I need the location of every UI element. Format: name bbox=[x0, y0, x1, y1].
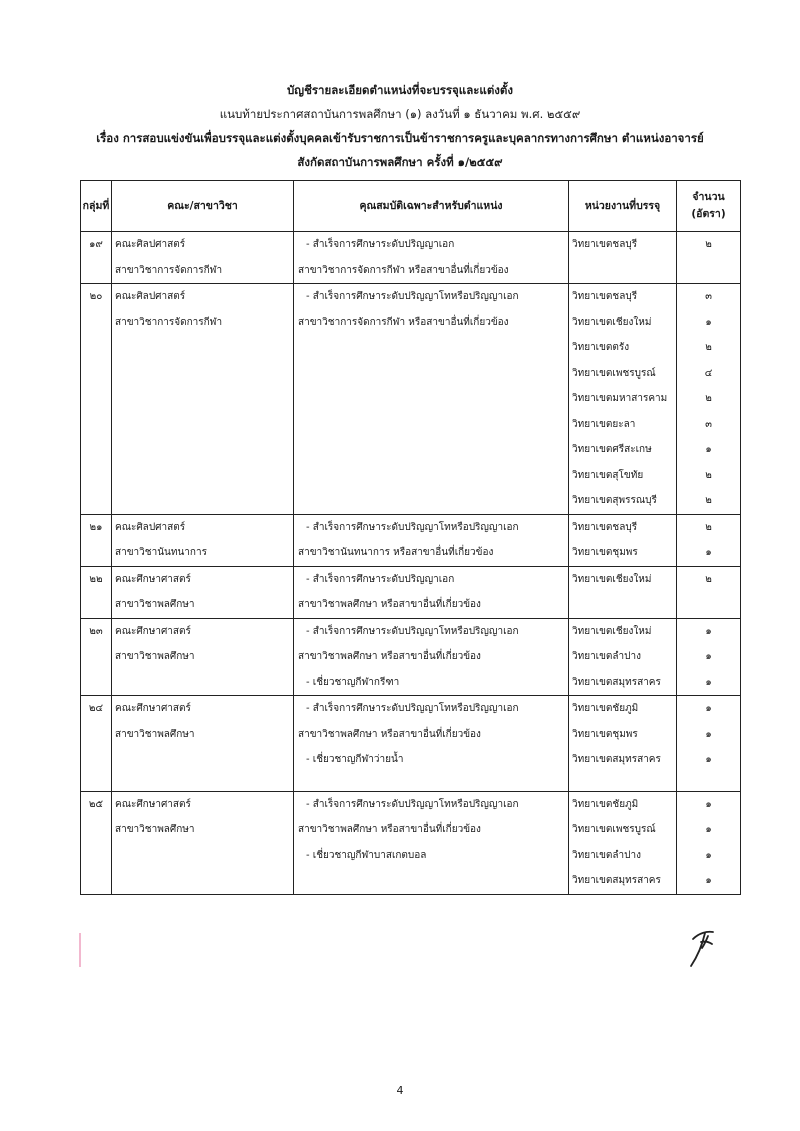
group-number: ๒๑ bbox=[89, 521, 103, 533]
group-number: ๑๙ bbox=[89, 239, 103, 250]
count-cell-line: ๒ bbox=[705, 239, 712, 250]
qualification-cell-line: - เชี่ยวชาญกีฬาบาสเกตบอล bbox=[306, 849, 427, 861]
qualification-cell-line: สาขาวิชาพลศึกษา หรือสาขาอื่นที่เกี่ยวข้อง bbox=[298, 728, 481, 740]
count-cell-line: ๑ bbox=[705, 625, 712, 637]
unit-cell-line: วิทยาเขตสุพรรณบุรี bbox=[572, 495, 657, 506]
unit-cell bbox=[569, 791, 677, 894]
count-cell-line: ๑ bbox=[705, 547, 712, 558]
table-body bbox=[81, 232, 741, 895]
page-number: 4 bbox=[396, 1084, 404, 1097]
unit-cell bbox=[569, 232, 677, 284]
count-cell-line: ๑ bbox=[705, 875, 712, 886]
faculty-cell-line: คณะศิลปศาสตร์ bbox=[115, 291, 186, 302]
table-row bbox=[81, 618, 741, 696]
faculty-cell-line: คณะศึกษาศาสตร์ bbox=[115, 798, 191, 810]
unit-cell-line: วิทยาเขตเพชรบูรณ์ bbox=[572, 367, 656, 379]
qualification-cell-line: - สำเร็จการศึกษาระดับปริญญาโทหรือปริญญาเอก bbox=[306, 521, 519, 533]
unit-cell-line: วิทยาเขตลำปาง bbox=[572, 651, 642, 662]
unit-cell-line: วิทยาเขตมหาสารคาม bbox=[572, 393, 668, 404]
count-cell bbox=[677, 791, 741, 894]
unit-cell-line: วิทยาเขตสมุทรสาคร bbox=[572, 754, 661, 765]
column-header-count-line2: (อัตรา) bbox=[691, 208, 726, 220]
header-title: บัญชีรายละเอียดตำแหน่งที่จะบรรจุและแต่งตั้ง bbox=[286, 83, 514, 97]
faculty-cell bbox=[112, 696, 294, 792]
signature-mark bbox=[683, 913, 723, 973]
count-cell bbox=[677, 618, 741, 696]
table-row bbox=[81, 514, 741, 566]
unit-cell-line: วิทยาเขตลำปาง bbox=[572, 849, 642, 861]
faculty-cell bbox=[112, 618, 294, 696]
column-header-unit: หน่วยงานที่บรรจุ bbox=[569, 181, 677, 232]
group-number-cell bbox=[81, 284, 112, 515]
qualification-cell-line: - สำเร็จการศึกษาระดับปริญญาเอก bbox=[306, 239, 455, 250]
faculty-cell-line: คณะศึกษาศาสตร์ bbox=[115, 625, 191, 637]
count-cell-line: ๑ bbox=[705, 798, 712, 810]
qualification-cell bbox=[294, 791, 569, 894]
column-header-qualification: คุณสมบัติเฉพาะสำหรับตำแหน่ง bbox=[294, 181, 569, 232]
unit-cell-line: วิทยาเขตสมุทรสาคร bbox=[572, 676, 661, 688]
column-header-count bbox=[677, 181, 741, 232]
faculty-cell bbox=[112, 566, 294, 618]
count-cell-line: ๑ bbox=[705, 728, 712, 740]
qualification-cell-line: - สำเร็จการศึกษาระดับปริญญาโทหรือปริญญาเอก bbox=[306, 798, 519, 810]
group-number-cell bbox=[81, 232, 112, 284]
count-cell bbox=[677, 232, 741, 284]
qualification-cell bbox=[294, 514, 569, 566]
count-cell-line: ๒ bbox=[705, 342, 712, 353]
group-number: ๒๐ bbox=[89, 291, 103, 302]
qualification-cell-line: - สำเร็จการศึกษาระดับปริญญาเอก bbox=[306, 573, 455, 585]
table-row bbox=[81, 566, 741, 618]
faculty-cell bbox=[112, 791, 294, 894]
column-header-faculty: คณะ/สาขาวิชา bbox=[112, 181, 294, 232]
header-subject-line: เรื่อง การสอบแข่งขันเพื่อบรรจุและแต่งตั้งบุคคลเข้ารับราชการเป็นข้าราชการครูและบุคลากรทางการศึกษา ตำแหน่งอาจารย์ bbox=[96, 131, 704, 145]
qualification-cell-line: สาขาวิชาการจัดการกีฬา หรือสาขาอื่นที่เกี่ยวข้อง bbox=[298, 264, 509, 276]
group-number-cell bbox=[81, 514, 112, 566]
count-cell-line: ๑ bbox=[705, 849, 712, 861]
unit-cell-line: วิทยาเขตสมุทรสาคร bbox=[572, 875, 661, 886]
faculty-cell-line: สาขาวิชาการจัดการกีฬา bbox=[115, 316, 223, 328]
count-cell-line: ๒ bbox=[705, 495, 712, 506]
unit-cell bbox=[569, 618, 677, 696]
header-attachment-line: แนบท้ายประกาศสถาบันการพลศึกษา (๑) ลงวันที่ ๑ ธันวาคม พ.ศ. ๒๕๕๙ bbox=[219, 107, 581, 121]
count-cell-line: ๑ bbox=[705, 444, 712, 455]
unit-cell-line: วิทยาเขตเชียงใหม่ bbox=[572, 625, 652, 637]
qualification-cell-line: - สำเร็จการศึกษาระดับปริญญาโทหรือปริญญาเอก bbox=[306, 625, 519, 637]
faculty-cell-line: สาขาวิชานันทนาการ bbox=[115, 547, 207, 558]
unit-cell-line: วิทยาเขตตรัง bbox=[572, 342, 630, 353]
qualification-cell-line: - เชี่ยวชาญกีฬาว่ายน้ำ bbox=[306, 754, 404, 765]
unit-cell bbox=[569, 566, 677, 618]
group-number: ๒๒ bbox=[89, 573, 103, 585]
column-header-count-line1: จำนวน bbox=[692, 191, 725, 203]
qualification-cell-line: - สำเร็จการศึกษาระดับปริญญาโทหรือปริญญาเอก bbox=[306, 703, 519, 714]
count-cell-line: ๑ bbox=[705, 824, 712, 835]
qualification-cell bbox=[294, 232, 569, 284]
count-cell-line: ๓ bbox=[705, 291, 712, 302]
count-cell-line: ๔ bbox=[704, 367, 713, 379]
count-cell-line: ๒ bbox=[705, 469, 712, 481]
qualification-cell-line: สาขาวิชาพลศึกษา หรือสาขาอื่นที่เกี่ยวข้อง bbox=[298, 651, 481, 662]
unit-cell-line: วิทยาเขตเชียงใหม่ bbox=[572, 573, 652, 585]
qualification-cell-line: สาขาวิชาพลศึกษา หรือสาขาอื่นที่เกี่ยวข้อง bbox=[298, 599, 481, 610]
table-header-row bbox=[81, 181, 741, 232]
unit-cell-line: วิทยาเขตเชียงใหม่ bbox=[572, 316, 652, 328]
qualification-cell-line: สาขาวิชานันทนาการ หรือสาขาอื่นที่เกี่ยวข้อง bbox=[298, 547, 494, 558]
header-affiliation-line: สังกัดสถาบันการพลศึกษา ครั้งที่ ๑/๒๕๕๙ bbox=[297, 155, 503, 169]
faculty-cell-line: คณะศึกษาศาสตร์ bbox=[115, 703, 191, 714]
margin-mark bbox=[79, 933, 81, 967]
count-cell-line: ๑ bbox=[705, 651, 712, 662]
group-number-cell bbox=[81, 618, 112, 696]
count-cell-line: ๑ bbox=[705, 754, 712, 765]
table-row bbox=[81, 284, 741, 515]
count-cell-line: ๑ bbox=[705, 676, 712, 688]
unit-cell-line: วิทยาเขตสุโขทัย bbox=[572, 469, 644, 481]
unit-cell bbox=[569, 696, 677, 792]
table-row bbox=[81, 696, 741, 792]
unit-cell-line: วิทยาเขตชุมพร bbox=[572, 547, 638, 558]
group-number: ๒๓ bbox=[89, 625, 103, 637]
qualification-cell bbox=[294, 284, 569, 515]
faculty-cell-line: สาขาวิชาพลศึกษา bbox=[115, 824, 195, 835]
faculty-cell-line: คณะศิลปศาสตร์ bbox=[115, 239, 186, 250]
faculty-cell-line: คณะศิลปศาสตร์ bbox=[115, 521, 186, 533]
unit-cell-line: วิทยาเขตชลบุรี bbox=[572, 291, 638, 302]
table-row bbox=[81, 232, 741, 284]
count-cell-line: ๒ bbox=[705, 393, 712, 404]
positions-table bbox=[80, 180, 741, 895]
unit-cell-line: วิทยาเขตศรีสะเกษ bbox=[572, 444, 652, 455]
group-number: ๒๔ bbox=[88, 703, 104, 714]
unit-cell-line: วิทยาเขตยะลา bbox=[572, 418, 636, 430]
count-cell-line: ๒ bbox=[705, 521, 712, 533]
count-cell-line: ๑ bbox=[705, 316, 712, 328]
group-number-cell bbox=[81, 791, 112, 894]
faculty-cell-line: สาขาวิชาพลศึกษา bbox=[115, 651, 195, 662]
qualification-cell bbox=[294, 566, 569, 618]
count-cell-line: ๑ bbox=[705, 703, 712, 714]
group-number-cell bbox=[81, 696, 112, 792]
faculty-cell bbox=[112, 232, 294, 284]
count-cell-line: ๒ bbox=[705, 573, 712, 585]
qualification-cell bbox=[294, 696, 569, 792]
faculty-cell-line: สาขาวิชาพลศึกษา bbox=[115, 728, 195, 740]
unit-cell bbox=[569, 514, 677, 566]
faculty-cell-line: คณะศึกษาศาสตร์ bbox=[115, 573, 191, 585]
group-number: ๒๕ bbox=[88, 798, 104, 810]
unit-cell-line: วิทยาเขตชัยภูมิ bbox=[572, 703, 639, 714]
unit-cell-line: วิทยาเขตชลบุรี bbox=[572, 521, 638, 533]
faculty-cell bbox=[112, 514, 294, 566]
count-cell bbox=[677, 514, 741, 566]
group-number-cell bbox=[81, 566, 112, 618]
table-row bbox=[81, 791, 741, 894]
faculty-cell-line: สาขาวิชาพลศึกษา bbox=[115, 599, 195, 610]
faculty-cell-line: สาขาวิชาการจัดการกีฬา bbox=[115, 264, 223, 276]
column-header-group: กลุ่มที่ bbox=[81, 181, 112, 232]
count-cell-line: ๓ bbox=[705, 418, 712, 430]
unit-cell-line: วิทยาเขตชัยภูมิ bbox=[572, 798, 639, 810]
count-cell bbox=[677, 696, 741, 792]
count-cell bbox=[677, 566, 741, 618]
unit-cell-line: วิทยาเขตชุมพร bbox=[572, 728, 638, 740]
qualification-cell-line: สาขาวิชาการจัดการกีฬา หรือสาขาอื่นที่เกี่ยวข้อง bbox=[298, 316, 509, 328]
count-cell bbox=[677, 284, 741, 515]
document-header bbox=[0, 78, 800, 174]
unit-cell-line: วิทยาเขตเพชรบูรณ์ bbox=[572, 824, 656, 835]
qualification-cell-line: - สำเร็จการศึกษาระดับปริญญาโทหรือปริญญาเอก bbox=[306, 291, 519, 302]
faculty-cell bbox=[112, 284, 294, 515]
qualification-cell-line: - เชี่ยวชาญกีฬากรีฑา bbox=[306, 676, 400, 688]
qualification-cell bbox=[294, 618, 569, 696]
unit-cell-line: วิทยาเขตชลบุรี bbox=[572, 239, 638, 250]
qualification-cell-line: สาขาวิชาพลศึกษา หรือสาขาอื่นที่เกี่ยวข้อง bbox=[298, 824, 481, 835]
unit-cell bbox=[569, 284, 677, 515]
